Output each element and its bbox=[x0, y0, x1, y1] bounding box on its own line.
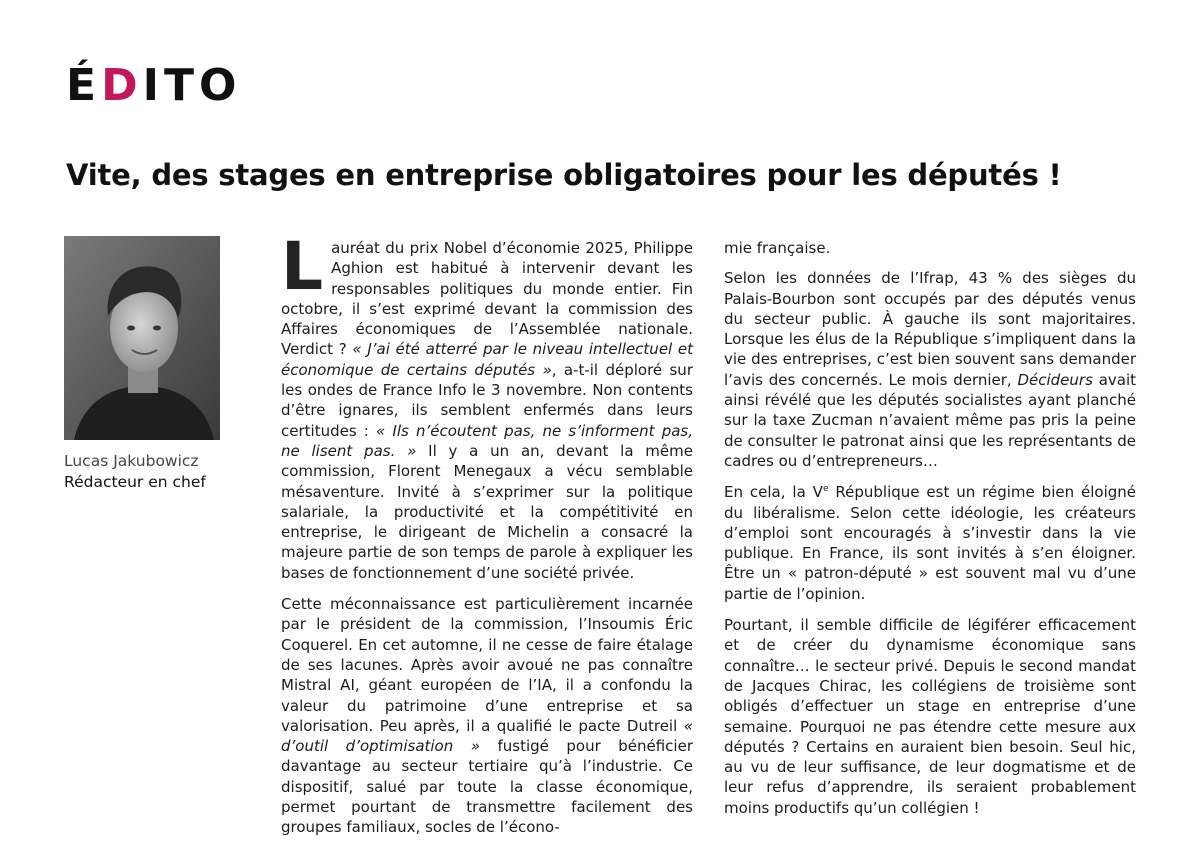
article-column-2 bbox=[724, 238, 1136, 829]
paragraph-5: Pourtant, il semble difficile de légiférer efficacement et de créer du dynamisme économique sans connaître… le secteur privé. Depuis le second mandat de Jacques Chirac, les collégiens de troisième sont obligés d’effectuer un stage en entreprise d’une semaine. Pourquoi ne pas étendre cette mesure aux députés ? Certains en auraient bien besoin. Seul hic, au vu de leur suffisance, de leur dogmatisme et de leur refus d’apprendre, ils seraient probablement moins productifs qu’un collégien ! bbox=[724, 616, 1136, 817]
author-name: Lucas Jakubowicz bbox=[64, 452, 199, 470]
paragraph-1-text-b: , a-t-il déploré sur les ondes de France Info le 3 novembre. Non contents d’être ignares, ils semblent enfermés dans leurs certitudes : bbox=[281, 360, 693, 440]
paragraph-4 bbox=[724, 482, 1136, 604]
magazine-name: Décideurs bbox=[1017, 370, 1093, 389]
paragraph-2 bbox=[281, 594, 693, 838]
paragraph-1-text-c: Il y a un an, devant la même commission, Florent Menegaux a vécu semblable mésaventure. Invité à s’exprimer sur la politique salariale, la productivité et la compétitivité en entreprise, le dirigeant de Michelin a consacré la majeure partie de son temps de parole à expliquer les bases de fonctionnement d’une société privée. bbox=[281, 441, 693, 582]
paragraph-4-text-a: En cela, la V bbox=[724, 483, 823, 502]
paragraph-4-superscript: e bbox=[822, 484, 829, 495]
paragraph-3-text-a: Selon les données de l’Ifrap, 43 % des sièges du Palais-Bourbon sont occupés par des députés venus du secteur public. À gauche ils sont majoritaires. Lorsque les élus de la République s’impliquent dans la vie des entreprises, c’est bien souvent sans demander l’avis des concernés. Le mois dernier, bbox=[724, 269, 1136, 389]
paragraph-3 bbox=[724, 268, 1136, 471]
paragraph-2-continued: mie française. bbox=[724, 239, 831, 257]
section-title-prefix: É bbox=[66, 60, 102, 111]
author-photo bbox=[64, 236, 220, 440]
section-title bbox=[66, 60, 241, 111]
headline: Vite, des stages en entreprise obligatoires pour les députés ! bbox=[66, 158, 1062, 192]
quote-aghion: « J’ai été atterré par le niveau intellectuel et économique de certains députés » bbox=[281, 340, 694, 379]
author-role: Rédacteur en chef bbox=[64, 473, 206, 491]
article-column-1 bbox=[281, 228, 694, 849]
paragraph-4-text-b: République est un régime bien éloigné du libéralisme. Selon cette idéologie, les créateurs d’emploi sont encouragés à s’investir dans la vie publique. En France, ils sont invités à s’en éloigner. Être un « patron-député » est souvent mal vu d’une partie de l’opinion. bbox=[724, 483, 1137, 603]
paragraph-1 bbox=[281, 228, 694, 583]
section-title-accent-letter: D bbox=[101, 60, 143, 111]
paragraph-2-text-b: fustigé pour bénéficier davantage au secteur tertiaire qu’à l’industrie. Ce dispositif, salué par toute la classe économique, permet pourtant de transmettre facilement des groupes familiaux, socles de l’écono- bbox=[281, 737, 693, 837]
author-byline bbox=[64, 451, 254, 493]
quote-deputies: « Ils n’écoutent pas, ne s’informent pas, ne lisent pas. » bbox=[281, 421, 693, 460]
section-title-suffix: ITO bbox=[142, 60, 242, 111]
paragraph-3-text-b: avait ainsi révélé que les députés socialistes ayant planché sur la taxe Zucman n’avaient même pas pris la peine de consulter le patronat ainsi que les représentants de cadres ou d’entrepreneurs… bbox=[724, 370, 1136, 470]
paragraph-2-text-a: Cette méconnaissance est particulièrement incarnée par le président de la commission, l’Insoumis Éric Coquerel. En cet automne, il ne cesse de faire étalage de ses lacunes. Après avoir avoué ne pas connaître Mistral AI, géant européen de l’IA, il a confondu la valeur du patrimoine d’une entreprise et sa valorisation. Peu après, il a qualifié le pacte Dutreil bbox=[281, 595, 693, 735]
quote-dutreil: « d’outil d’optimisation » bbox=[281, 716, 693, 756]
paragraph-1-text-a: auréat du prix Nobel d’économie 2025, Philippe Aghion est habitué à intervenir devant les responsables politiques du monde entier. Fin octobre, il s’est exprimé devant la commission des Affaires économiques de l’Assemblée nationale. Verdict ? bbox=[281, 239, 693, 359]
drop-cap: L bbox=[281, 228, 324, 305]
